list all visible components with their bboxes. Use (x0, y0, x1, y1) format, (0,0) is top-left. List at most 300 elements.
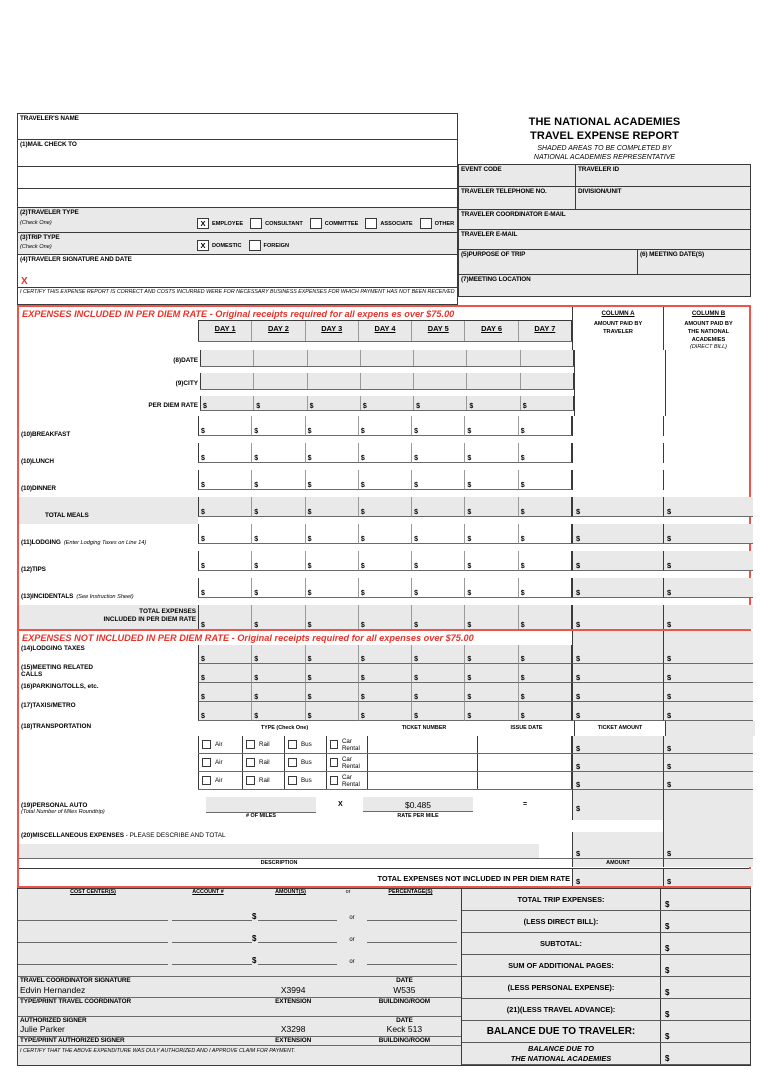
total-ni-col-b[interactable] (663, 869, 753, 886)
issue-date-input[interactable] (477, 736, 572, 753)
expense-cell-day5[interactable] (411, 470, 464, 490)
coordinator-name[interactable]: Edvin Hernandez (18, 985, 239, 998)
totals-row-value[interactable] (660, 1021, 750, 1042)
expense-col-b[interactable] (663, 497, 753, 517)
ni-row-day-cells (198, 645, 572, 664)
amount-caption: AMOUNT (606, 860, 630, 867)
pdr-cell-day6[interactable] (466, 396, 519, 410)
expense-cell-day2[interactable] (251, 578, 304, 598)
expense-cell-day4[interactable] (358, 416, 411, 436)
transport-col-a[interactable] (572, 754, 663, 772)
date-cell-day4[interactable] (360, 350, 413, 366)
pdr-cell-day1[interactable] (200, 396, 253, 410)
traveler-certify-statement (17, 288, 458, 305)
transport-mode-label: Rail (259, 777, 270, 785)
personal-auto-note: (Total Number of Miles Roundtrip) (21, 809, 105, 816)
cell-dollar: $ (520, 509, 525, 517)
ticket-number-header: TICKET NUMBER (401, 725, 447, 732)
signer-name[interactable]: Julie Parker (18, 1024, 239, 1037)
checkbox-associate-label: ASSOCIATE (380, 220, 413, 227)
ni-cell-day4[interactable] (358, 683, 411, 702)
checkbox-air[interactable] (202, 776, 211, 785)
cell-dollar: $ (414, 536, 419, 544)
expense-col-b[interactable] (663, 551, 753, 571)
checkbox-employee[interactable] (197, 218, 209, 229)
cell-dollar: $ (360, 675, 365, 683)
expense-row (19, 497, 749, 524)
expense-cell-day6[interactable] (464, 551, 517, 571)
included-banner-cell (19, 307, 572, 320)
checkbox-car-rental[interactable] (330, 776, 338, 785)
ni-cell-day2[interactable] (251, 702, 304, 721)
rate-per-mile-caption: RATE PER MILE (397, 813, 439, 820)
pdr-cell-day2[interactable] (253, 396, 306, 410)
ni-cell-day7[interactable] (518, 683, 572, 702)
pdr-dollar-5: $ (416, 403, 421, 411)
mail-check-line-2[interactable] (17, 167, 458, 189)
expense-cell-day2[interactable] (251, 416, 304, 436)
expense-col-a[interactable] (572, 524, 663, 544)
cell-dollar: $ (360, 713, 365, 721)
form-header (17, 113, 751, 305)
date-cell-day5[interactable] (413, 350, 466, 366)
misc-description-input[interactable] (19, 844, 539, 859)
not-included-banner-row (19, 631, 749, 645)
city-row (19, 373, 749, 396)
expense-cell-day2[interactable] (251, 497, 304, 517)
cell-dollar: $ (414, 675, 419, 683)
totals-row-label: SUBTOTAL: (539, 939, 582, 949)
day-headers (198, 320, 572, 342)
or-separator: or (349, 959, 355, 966)
date-row-cells (200, 350, 574, 367)
ni-cell-day3[interactable] (305, 645, 358, 664)
date-cell-day3[interactable] (307, 350, 360, 366)
checkbox-domestic[interactable] (197, 240, 209, 251)
cell-dollar: $ (254, 694, 259, 702)
col-b-dollar: $ (667, 588, 672, 598)
expense-cell-day2[interactable] (251, 443, 304, 463)
checkbox-car-rental[interactable] (330, 740, 338, 749)
type-header: TYPE (Check One) (260, 725, 309, 732)
expense-cell-day3[interactable] (305, 443, 358, 463)
signer-extension[interactable]: X3298 (239, 1024, 348, 1037)
ni-cell-day4[interactable] (358, 702, 411, 721)
cost-center-input[interactable] (18, 906, 168, 921)
col-dollar: $ (667, 692, 672, 702)
totals-row-value[interactable] (660, 955, 750, 976)
ni-cell-day5[interactable] (411, 702, 464, 721)
traveler-telephone-label: TRAVELER TELEPHONE NO. (461, 188, 547, 195)
city-cell-day4[interactable] (360, 373, 413, 389)
event-traveler-id-row (458, 164, 751, 187)
transportation-row (19, 772, 749, 790)
pdr-cell-day3[interactable] (307, 396, 360, 410)
col-a-dollar: $ (576, 534, 581, 544)
expense-cell-day7[interactable] (518, 497, 572, 517)
transport-row-cells (198, 754, 572, 772)
expense-cell-day7[interactable] (518, 578, 572, 598)
cost-center-input[interactable] (18, 950, 168, 965)
coordinator-extension[interactable]: X3994 (239, 985, 348, 998)
expense-col-b[interactable] (663, 578, 753, 598)
expense-cell-day4[interactable] (358, 551, 411, 571)
checkbox-bus[interactable] (288, 776, 297, 785)
total-inc-day7[interactable] (518, 605, 572, 629)
percentage-input[interactable] (367, 906, 457, 921)
cost-center-headers (18, 889, 461, 899)
miles-input[interactable] (206, 797, 316, 813)
expense-cell-day1[interactable] (198, 470, 251, 490)
totals-dollar: $ (665, 966, 670, 976)
ni-cell-day1[interactable] (198, 683, 251, 702)
expense-cell-day1[interactable] (198, 443, 251, 463)
or-header: or (345, 889, 351, 896)
total-inc-col-a[interactable] (572, 605, 663, 629)
transport-mode-cell (198, 754, 242, 771)
transport-col-b[interactable] (663, 772, 753, 790)
ni-cell-day5[interactable] (411, 683, 464, 702)
traveler-id-field[interactable] (576, 164, 751, 187)
cell-dollar: $ (254, 563, 259, 571)
checkbox-bus[interactable] (288, 740, 297, 749)
expense-col-b (663, 470, 753, 490)
ni-cell-day5[interactable] (411, 645, 464, 664)
totals-row-label: BALANCE DUE TO TRAVELER: (486, 1026, 636, 1038)
ni-col-b[interactable] (663, 683, 753, 702)
ticket-number-input[interactable] (367, 736, 477, 753)
expense-cell-day5[interactable] (411, 443, 464, 463)
transport-col-a[interactable] (572, 736, 663, 754)
transport-row-spacer (19, 754, 198, 772)
checkbox-foreign[interactable] (249, 240, 261, 251)
checkbox-associate[interactable] (365, 218, 377, 229)
expense-cell-day4[interactable] (358, 578, 411, 598)
misc-col-a[interactable] (572, 844, 663, 858)
expense-cell-day1[interactable] (198, 524, 251, 544)
ni-cell-day2[interactable] (251, 645, 304, 664)
ticket-number-input[interactable] (367, 754, 477, 771)
coordinator-email-field[interactable] (458, 210, 751, 230)
amount-input[interactable] (258, 950, 337, 965)
ni-cell-day5[interactable] (411, 664, 464, 683)
checkbox-air[interactable] (202, 740, 211, 749)
expense-row-label: (10)BREAKFAST (21, 431, 71, 439)
transport-mode-label: Rail (259, 759, 270, 767)
ni-row-day-cells (198, 664, 572, 683)
ni-cell-day7[interactable] (518, 664, 572, 683)
coordinator-building[interactable]: W535 (348, 985, 461, 998)
ni-cell-day6[interactable] (464, 702, 517, 721)
cell-dollar: $ (467, 455, 472, 463)
cost-center-rows (18, 899, 461, 965)
checkbox-rail[interactable] (246, 740, 255, 749)
checkbox-bus[interactable] (288, 758, 297, 767)
mail-check-to-field[interactable] (17, 140, 458, 167)
coordinator-date-label: DATE (396, 977, 413, 985)
totals-dollar: $ (665, 1054, 670, 1064)
rate-per-mile-value[interactable]: $0.485 (363, 797, 473, 812)
cell-dollar: $ (254, 509, 259, 517)
issue-date-input[interactable] (477, 772, 572, 789)
expense-cell-day5[interactable] (411, 578, 464, 598)
totals-row (462, 999, 750, 1021)
expense-col-b[interactable] (663, 524, 753, 544)
city-cell-day2[interactable] (253, 373, 306, 389)
expense-cell-day4[interactable] (358, 443, 411, 463)
expense-cell-day6[interactable] (464, 578, 517, 598)
col-a-dollar: $ (576, 561, 581, 571)
checkbox-rail[interactable] (246, 758, 255, 767)
checkbox-employee-mark: X (200, 219, 206, 228)
col-dollar: $ (667, 711, 672, 721)
expense-cell-day7[interactable] (518, 551, 572, 571)
expense-cell-day3[interactable] (305, 524, 358, 544)
ni-row-label-cell (19, 645, 198, 664)
ni-col-a[interactable] (572, 645, 663, 664)
ni-cell-day3[interactable] (305, 702, 358, 721)
checkbox-consultant[interactable] (250, 218, 262, 229)
expense-cell-day2[interactable] (251, 470, 304, 490)
ni-cell-day1[interactable] (198, 702, 251, 721)
col-dollar: $ (667, 654, 672, 664)
expense-cell-day4[interactable] (358, 497, 411, 517)
cell-dollar: $ (360, 509, 365, 517)
expense-cell-day6[interactable] (464, 497, 517, 517)
cell-dollar: $ (520, 428, 525, 436)
transport-col-a[interactable] (572, 772, 663, 790)
division-unit-field[interactable] (576, 187, 751, 210)
ni-cell-day4[interactable] (358, 645, 411, 664)
expense-cell-day1[interactable] (198, 416, 251, 436)
expense-cell-day7[interactable] (518, 443, 572, 463)
expense-cell-day3[interactable] (305, 497, 358, 517)
expense-col-a[interactable] (572, 578, 663, 598)
city-cell-day6[interactable] (466, 373, 519, 389)
transport-mode-cell (242, 772, 284, 789)
cell-dollar: $ (307, 536, 312, 544)
col-b-dollar: $ (667, 561, 672, 571)
account-number-input[interactable] (172, 950, 252, 965)
purpose-of-trip-field[interactable] (458, 250, 638, 275)
checkbox-consultant-label: CONSULTANT (265, 220, 303, 227)
ni-cell-day3[interactable] (305, 664, 358, 683)
totals-row-value[interactable] (660, 999, 750, 1020)
totals-row-label: TOTAL TRIP EXPENSES: (517, 895, 605, 905)
transport-col-b[interactable] (663, 754, 753, 772)
expense-cell-day1[interactable] (198, 578, 251, 598)
amount-field (252, 906, 337, 921)
total-inc-day3[interactable] (305, 605, 358, 629)
pdr-cell-day5[interactable] (413, 396, 466, 410)
date-cell-day2[interactable] (253, 350, 306, 366)
traveler-telephone-field[interactable] (458, 187, 576, 210)
expense-cell-day7[interactable] (518, 470, 572, 490)
checkbox-other[interactable] (420, 218, 432, 229)
expense-cell-day6[interactable] (464, 443, 517, 463)
totals-row-value[interactable] (660, 1043, 750, 1064)
total-inc-day1[interactable] (198, 605, 251, 629)
date-cell-day6[interactable] (466, 350, 519, 366)
ni-cell-day1[interactable] (198, 664, 251, 683)
checkbox-air[interactable] (202, 758, 211, 767)
percentage-input[interactable] (367, 950, 457, 965)
expense-cell-day4[interactable] (358, 524, 411, 544)
totals-row-value[interactable] (660, 889, 750, 910)
city-cell-day7[interactable] (520, 373, 574, 389)
misc-col-b[interactable] (663, 844, 753, 858)
expense-col-a[interactable] (572, 497, 663, 517)
expense-cell-day5[interactable] (411, 524, 464, 544)
traveler-certify-text: I CERTIFY THIS EXPENSE REPORT IS CORRECT AND COSTS INCURRED WERE FOR NECESSARY BUSINESS EXPENSES FOR WHICH PAYMENT HAS NOT BEEN RECEIVED (20, 289, 455, 295)
expense-cell-day5[interactable] (411, 416, 464, 436)
cell-dollar: $ (201, 428, 205, 436)
ni-col-a[interactable] (572, 664, 663, 683)
meeting-location-field[interactable] (458, 275, 751, 297)
transport-mode-label: Bus (301, 777, 312, 785)
cell-dollar: $ (467, 694, 472, 702)
ni-col-b[interactable] (663, 664, 753, 683)
amount-input[interactable] (258, 906, 337, 921)
ni-cell-day7[interactable] (518, 702, 572, 721)
expense-row (19, 443, 749, 470)
total-not-included-label: TOTAL EXPENSES NOT INCLUDED IN PER DIEM RATE (377, 874, 570, 884)
total-inc-day2[interactable] (251, 605, 304, 629)
city-cell-day1[interactable] (200, 373, 253, 389)
account-number-input[interactable] (172, 906, 252, 921)
form-subtitle-line1: SHADED AREAS TO BE COMPLETED BY (537, 144, 672, 152)
mail-check-line-3[interactable] (17, 189, 458, 208)
ni-row-label-cell (19, 683, 198, 702)
form-title-line2: TRAVEL EXPENSE REPORT (530, 129, 679, 142)
ti-a-dollar: $ (576, 620, 581, 630)
transport-col-b[interactable] (663, 736, 753, 754)
date-col-b (665, 350, 755, 373)
expense-cell-day3[interactable] (305, 416, 358, 436)
checkbox-committee[interactable] (310, 218, 322, 229)
totals-row-value[interactable] (660, 977, 750, 998)
total-inc-day4[interactable] (358, 605, 411, 629)
pdr-cell-day7[interactable] (520, 396, 574, 410)
expense-row-label: (10)DINNER (21, 485, 56, 493)
transport-mode-cell (198, 772, 242, 789)
cell-dollar: $ (307, 482, 312, 490)
trip-type-label: (3)TRIP TYPE (20, 234, 60, 241)
total-inc-day6[interactable] (464, 605, 517, 629)
trip-type-row (17, 233, 458, 255)
cell-dollar: $ (201, 455, 205, 463)
ni-cell-day4[interactable] (358, 664, 411, 683)
expense-cell-day5[interactable] (411, 497, 464, 517)
account-number-input[interactable] (172, 928, 252, 943)
total-inc-col-b[interactable] (663, 605, 753, 629)
cell-dollar: $ (201, 482, 205, 490)
ni-cell-day2[interactable] (251, 664, 304, 683)
amount-dollar: $ (252, 934, 257, 944)
ni-cell-day1[interactable] (198, 645, 251, 664)
ni-cell-day3[interactable] (305, 683, 358, 702)
transport-mode-label: Air (215, 777, 223, 785)
expense-row-label: (12)TIPS (21, 566, 46, 574)
ni-cell-day2[interactable] (251, 683, 304, 702)
city-cell-day5[interactable] (413, 373, 466, 389)
expense-cell-day7[interactable] (518, 416, 572, 436)
totals-row-label: (LESS DIRECT BILL): (523, 917, 599, 927)
percentage-input[interactable] (367, 928, 457, 943)
ni-cell-day6[interactable] (464, 683, 517, 702)
expense-cell-day2[interactable] (251, 524, 304, 544)
totals-dollar: $ (665, 900, 670, 910)
event-code-field[interactable] (458, 164, 576, 187)
ni-cell-day7[interactable] (518, 645, 572, 664)
ni-cell-day6[interactable] (464, 645, 517, 664)
expense-cell-day4[interactable] (358, 470, 411, 490)
personal-auto-col-a[interactable] (572, 790, 663, 820)
form-title-line1: THE NATIONAL ACADEMIES (528, 116, 681, 128)
date-cell-day1[interactable] (200, 350, 253, 366)
expense-col-a[interactable] (572, 551, 663, 571)
ni-cell-day6[interactable] (464, 664, 517, 683)
pdr-cell-day4[interactable] (360, 396, 413, 410)
expense-cell-day1[interactable] (198, 497, 251, 517)
travelers-name-field[interactable] (17, 113, 458, 140)
checkbox-car-rental[interactable] (330, 758, 338, 767)
checkbox-other-label: OTHER (434, 220, 455, 227)
traveler-signature-field[interactable] (17, 255, 458, 288)
expense-cell-day6[interactable] (464, 470, 517, 490)
expense-cell-day3[interactable] (305, 551, 358, 571)
cell-dollar: $ (520, 656, 525, 664)
ticket-number-input[interactable] (367, 772, 477, 789)
col-dollar: $ (576, 673, 581, 683)
transport-mode-cell (326, 772, 367, 789)
expense-cell-day3[interactable] (305, 578, 358, 598)
column-b-sub (663, 320, 753, 350)
checkbox-rail[interactable] (246, 776, 255, 785)
expense-row-label-cell (19, 416, 198, 443)
expense-cell-day3[interactable] (305, 470, 358, 490)
ni-col-a[interactable] (572, 683, 663, 702)
expense-cell-day2[interactable] (251, 551, 304, 571)
signer-building[interactable]: Keck 513 (348, 1024, 461, 1037)
ni-col-a[interactable] (572, 702, 663, 721)
amount-input[interactable] (258, 928, 337, 943)
expense-cell-day6[interactable] (464, 524, 517, 544)
cell-dollar: $ (201, 509, 205, 517)
ni-expense-row (19, 664, 749, 683)
expense-cell-day5[interactable] (411, 551, 464, 571)
city-cell-day3[interactable] (307, 373, 360, 389)
transportation-row (19, 754, 749, 772)
total-inc-day5[interactable] (411, 605, 464, 629)
expense-cell-day7[interactable] (518, 524, 572, 544)
expense-cell-day6[interactable] (464, 416, 517, 436)
expense-cell-day1[interactable] (198, 551, 251, 571)
date-cell-day7[interactable] (520, 350, 574, 366)
issue-date-input[interactable] (477, 754, 572, 771)
expense-row-note: (See Instruction Sheet) (76, 594, 134, 601)
meeting-dates-field[interactable] (638, 250, 751, 275)
totals-row-value[interactable] (660, 911, 750, 932)
cost-center-input[interactable] (18, 928, 168, 943)
pdr-dollar-1: $ (203, 403, 207, 411)
total-ni-col-a[interactable] (572, 869, 663, 886)
ni-col-b[interactable] (663, 645, 753, 664)
totals-row-label-line: THE NATIONAL ACADEMIES (510, 1053, 612, 1063)
ni-col-b[interactable] (663, 702, 753, 721)
totals-row-value[interactable] (660, 933, 750, 954)
traveler-email-field[interactable] (458, 230, 751, 250)
